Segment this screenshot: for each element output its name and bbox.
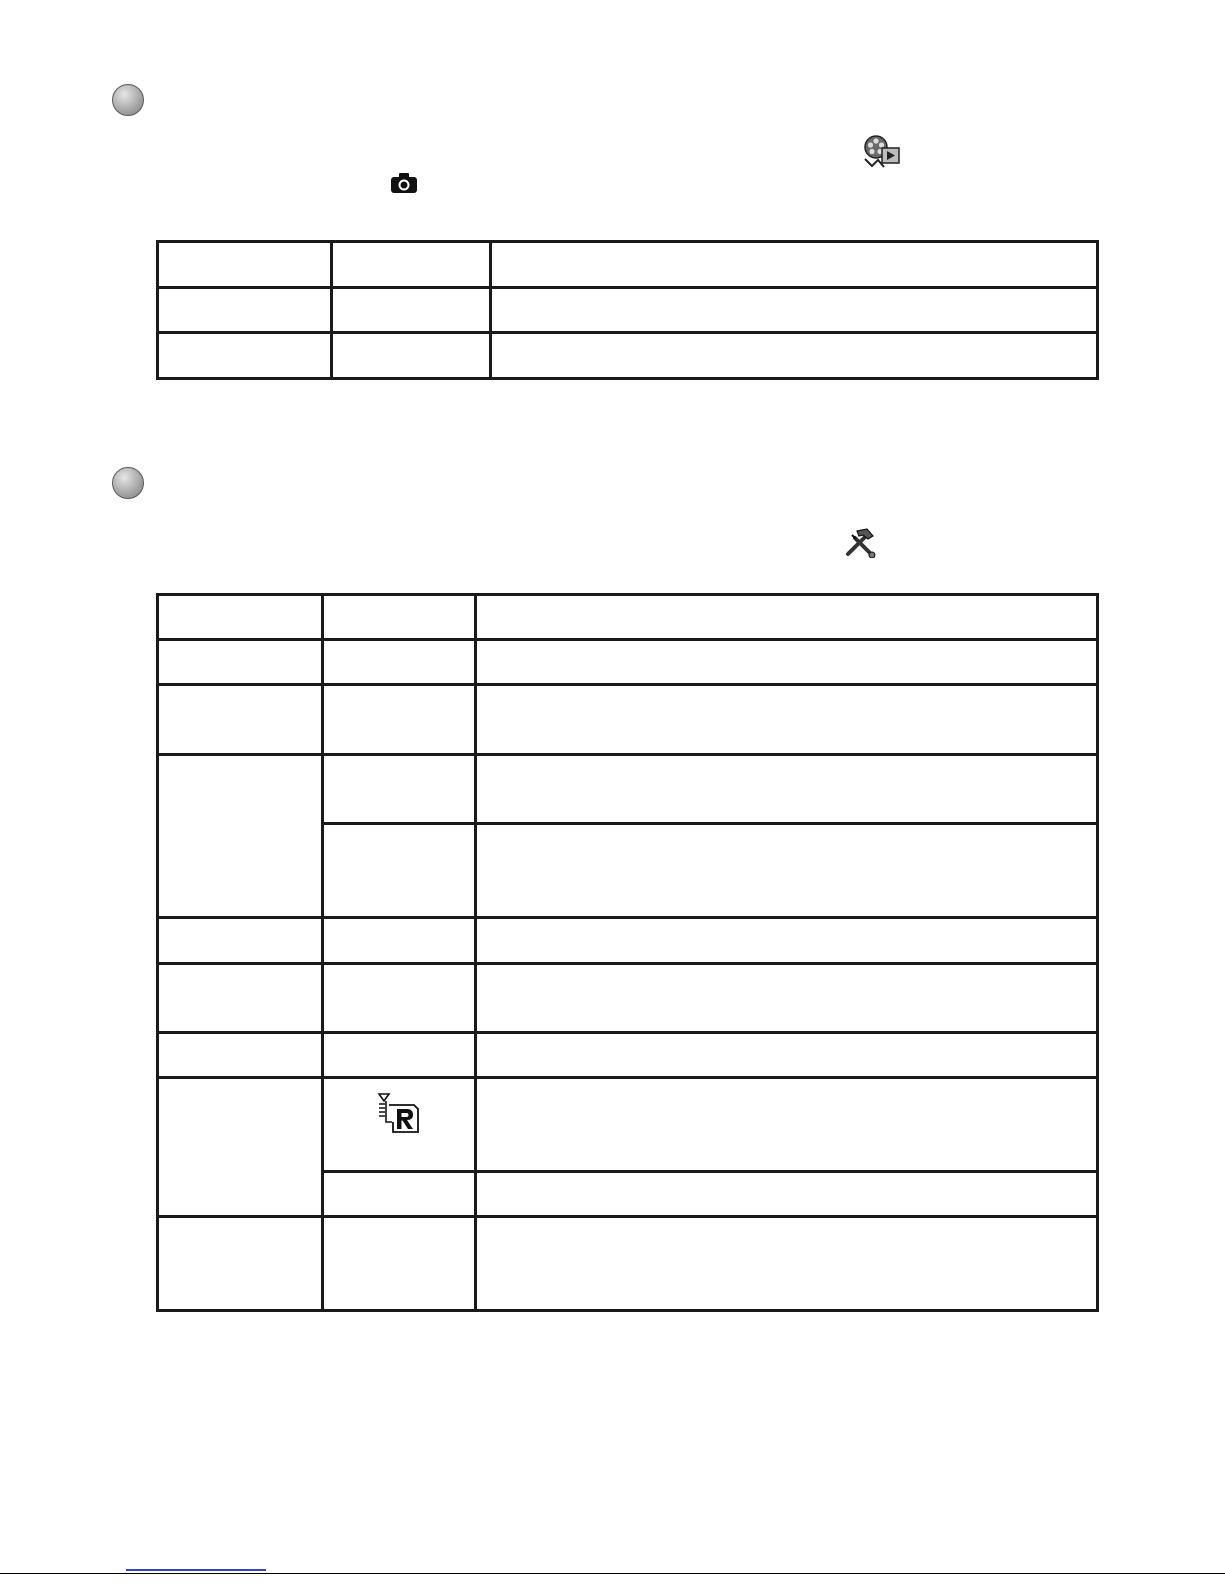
- table-cell: [476, 824, 1098, 918]
- table-cell: [158, 595, 323, 640]
- camera-icon: [390, 172, 418, 194]
- table-cell: [476, 755, 1098, 824]
- movie-playback-icon: [862, 134, 902, 170]
- table-row: [158, 964, 1098, 1033]
- table-cell: [323, 824, 476, 918]
- table-cell: [323, 640, 476, 685]
- table-row: [158, 595, 1098, 640]
- table-cell: [158, 1078, 323, 1217]
- table-cell: [476, 640, 1098, 685]
- table-row: [158, 685, 1098, 755]
- footer-link-underline[interactable]: [126, 1569, 266, 1571]
- table-cell: [476, 964, 1098, 1033]
- table-row: [158, 640, 1098, 685]
- table-row: [158, 918, 1098, 964]
- section-1-table: [156, 240, 1099, 380]
- table-row: [158, 333, 1098, 379]
- table-cell: [323, 964, 476, 1033]
- section-1-bullet: [112, 84, 144, 116]
- table-cell: [332, 288, 491, 333]
- table-cell: [476, 685, 1098, 755]
- table-cell: [476, 1172, 1098, 1217]
- table-cell: [158, 640, 323, 685]
- table-row: [158, 242, 1098, 288]
- table-cell: [158, 242, 332, 288]
- table-cell: [491, 242, 1098, 288]
- table-cell: [476, 1217, 1098, 1311]
- table-cell: [158, 918, 323, 964]
- table-cell-icon: [323, 1078, 476, 1172]
- table-row: [158, 1033, 1098, 1078]
- rotate-r-icon: [376, 1092, 422, 1136]
- table-cell: [491, 288, 1098, 333]
- table-row: [158, 1217, 1098, 1311]
- table-cell: [323, 918, 476, 964]
- table-cell: [323, 1033, 476, 1078]
- table-cell: [332, 242, 491, 288]
- table-cell: [323, 685, 476, 755]
- table-row: [158, 1078, 1098, 1172]
- table-cell: [158, 685, 323, 755]
- table-cell: [323, 755, 476, 824]
- section-2-table: [156, 593, 1099, 1312]
- table-cell: [158, 755, 323, 918]
- table-cell: [323, 1217, 476, 1311]
- table-cell: [323, 595, 476, 640]
- table-cell: [323, 1172, 476, 1217]
- section-2-bullet: [112, 467, 144, 499]
- table-cell: [158, 964, 323, 1033]
- table-cell: [476, 595, 1098, 640]
- table-cell: [476, 1033, 1098, 1078]
- table-cell: [491, 333, 1098, 379]
- table-cell: [476, 918, 1098, 964]
- table-cell: [158, 1217, 323, 1311]
- table-cell: [332, 333, 491, 379]
- table-cell: [158, 333, 332, 379]
- table-cell: [476, 1078, 1098, 1172]
- footer-rule: [0, 1573, 1225, 1574]
- table-cell: [158, 1033, 323, 1078]
- table-row: [158, 288, 1098, 333]
- setup-tools-icon: [843, 526, 879, 558]
- table-row: [158, 755, 1098, 824]
- table-cell: [158, 288, 332, 333]
